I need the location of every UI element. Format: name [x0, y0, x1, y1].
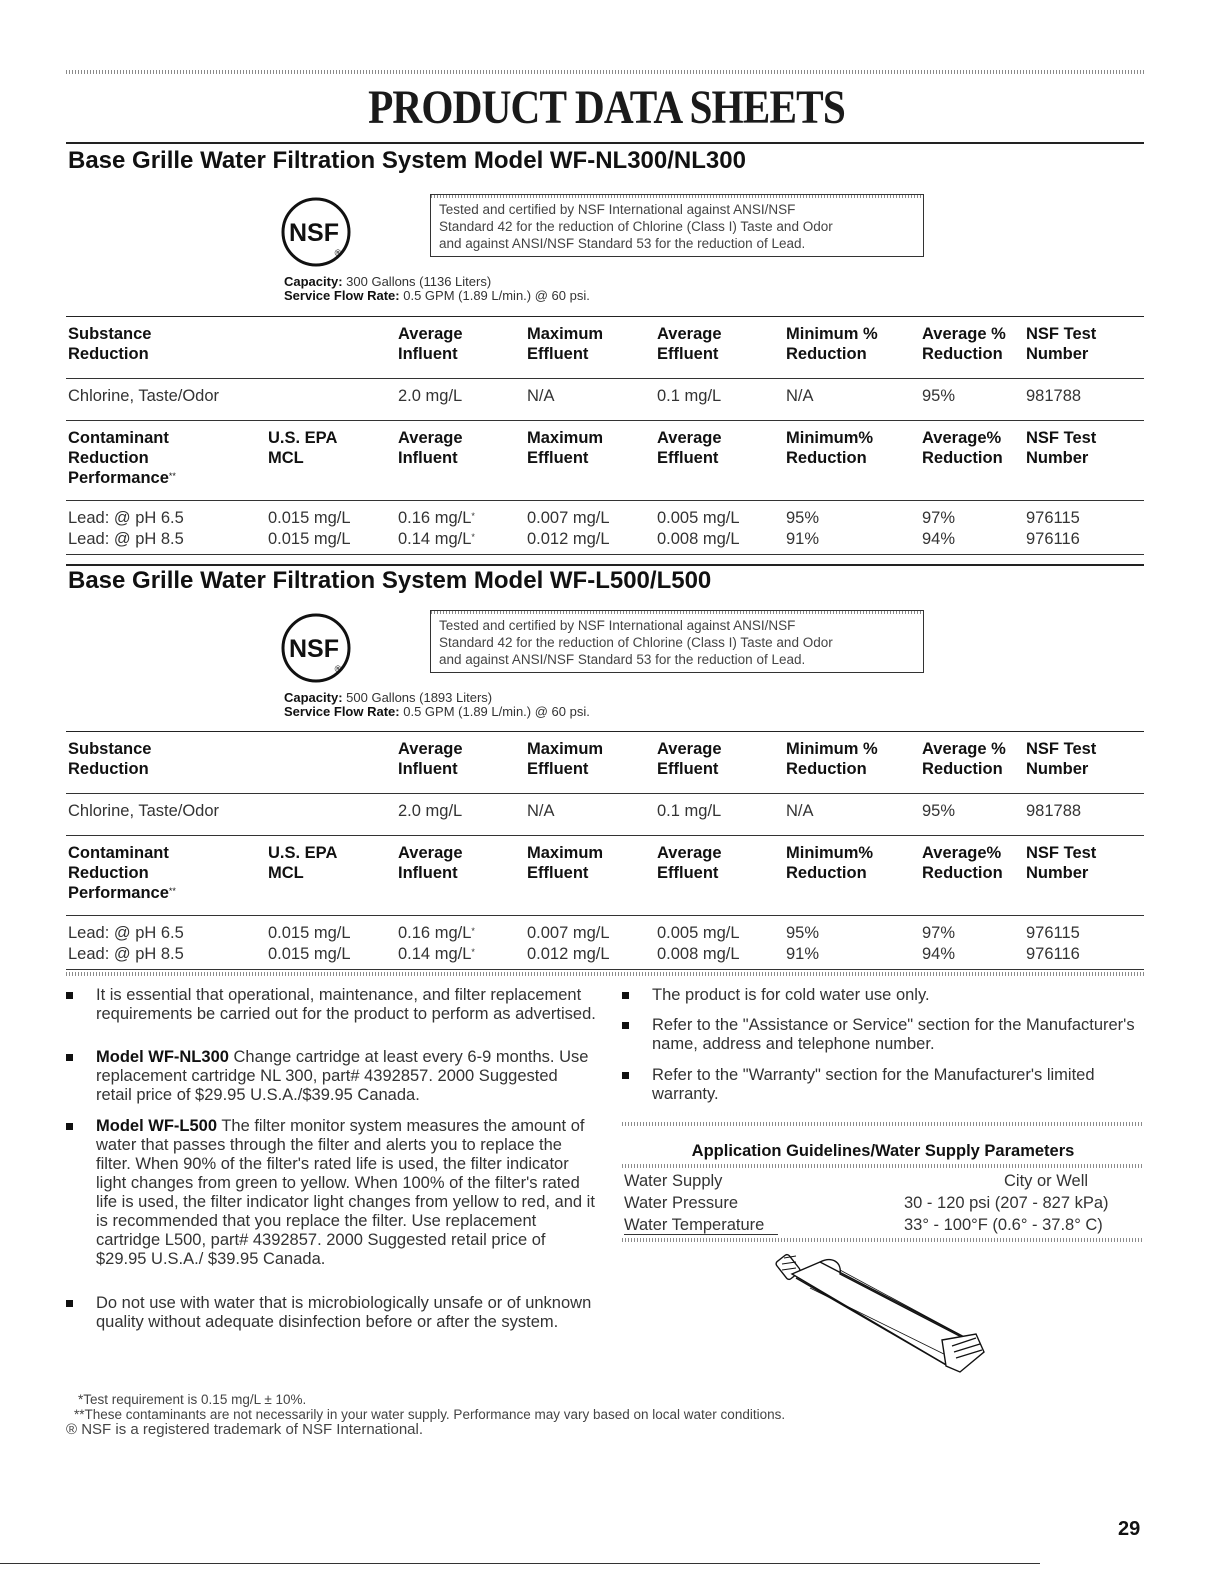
bullet-marker — [622, 1072, 629, 1079]
flow-rate-label: Service Flow Rate: — [284, 704, 400, 719]
filter-cartridge-icon — [770, 1248, 990, 1378]
section-1-table-top-rule — [66, 316, 1144, 317]
section-1-top-rule — [66, 142, 1144, 144]
substance-cell: N/A — [786, 802, 814, 820]
bullet-text — [96, 1048, 596, 1105]
bullet-marker — [66, 1123, 73, 1130]
app-row-value: 30 - 120 psi (207 - 827 kPa) — [904, 1194, 1109, 1212]
table-divider — [66, 835, 1144, 836]
nsf-logo-icon — [280, 612, 352, 684]
bullet-text — [96, 1117, 596, 1269]
contaminant-cell: 94% — [922, 530, 956, 548]
bullet-body: Change cartridge at least every 6-9 months. Use replacement cartridge NL 300, part# 4392857. 2000 Suggested retail price of $29.95 U.S.A./$39.95 Canada. — [96, 1048, 589, 1104]
table-divider — [66, 915, 1144, 916]
substance-cell: 2.0 mg/L — [398, 387, 463, 405]
bottom-rule — [0, 1563, 1040, 1564]
bullet-bold-lead: Model WF-NL300 — [96, 1048, 229, 1066]
substance-header-cell: Maximum Effluent — [527, 325, 604, 363]
section-2-top-rule — [66, 564, 1144, 566]
table-divider — [66, 378, 1144, 379]
contaminant-cell: 0.16 mg/L* — [398, 924, 475, 942]
capacity-label: Capacity: — [284, 690, 343, 705]
contaminant-cell: 0.012 mg/L — [527, 530, 610, 548]
section-1-nsf-logo — [280, 196, 352, 273]
contaminant-header-cell: Average% Reduction — [922, 429, 1003, 467]
substance-cell: N/A — [527, 387, 555, 405]
contaminant-cell: 0.012 mg/L — [527, 945, 610, 963]
bullet-text: It is essential that operational, maintenance, and filter replacement requirements be carried out for the product to perform as advertised. — [96, 986, 596, 1023]
bullet-body: The filter monitor system measures the amount of water that passes through the filter and alerts you to replace the filter. When 90% of the filter's rated life is used, the filter indicator light changes from green to yellow. When 100% of the filter's rated life is used, the filter indicator light changes from yellow to red, and it is recommended that you replace the filter. Use replacement cartridge L500, part# 4392857. 2000 Suggested retail price of $29.95 U.S.A./ $39.95 Canada. — [96, 1117, 595, 1268]
contaminant-header-cell: Average Influent — [398, 429, 463, 467]
app-row-label: Water Supply — [624, 1172, 723, 1190]
cert-line: Tested and certified by NSF International against ANSI/NSF — [439, 202, 796, 217]
contaminant-header-cell: Average Influent — [398, 844, 463, 882]
substance-cell: 981788 — [1026, 802, 1082, 820]
contaminant-cell: 0.007 mg/L — [527, 924, 610, 942]
table-divider — [66, 793, 1144, 794]
contaminant-cell: 0.005 mg/L — [657, 509, 740, 527]
bullet-text: The product is for cold water use only. — [652, 986, 930, 1004]
svg-text:NSF: NSF — [289, 635, 339, 663]
application-guidelines-title: Application Guidelines/Water Supply Parameters — [691, 1142, 1075, 1160]
substance-header-cell: Average Effluent — [657, 325, 722, 363]
app-top-dotted-rule — [622, 1122, 1144, 1126]
substance-header-cell: Average Influent — [398, 740, 463, 778]
svg-text:®: ® — [334, 664, 342, 674]
section-1-capacity — [284, 275, 590, 303]
section-1-certification-box — [430, 194, 924, 257]
cert-line: Tested and certified by NSF International against ANSI/NSF — [439, 618, 796, 633]
substance-cell: N/A — [527, 802, 555, 820]
contaminant-cell: Lead: @ pH 8.5 — [68, 945, 184, 963]
substance-header-cell: NSF Test Number — [1026, 325, 1097, 363]
bullet-bold-lead: Model WF-L500 — [96, 1117, 218, 1135]
contaminant-cell: 0.005 mg/L — [657, 924, 740, 942]
contaminant-header-cell: Minimum% Reduction — [786, 429, 874, 467]
contaminant-cell: 0.007 mg/L — [527, 509, 610, 527]
substance-header-cell: Average Influent — [398, 325, 463, 363]
contaminant-cell: 976116 — [1026, 945, 1080, 963]
bullet-text: Refer to the "Warranty" section for the Manufacturer's limited warranty. — [652, 1066, 1095, 1103]
bullet-marker — [66, 992, 73, 999]
app-row-label: Water Pressure — [624, 1194, 739, 1212]
svg-text:NSF: NSF — [289, 219, 339, 247]
cert-line: Standard 42 for the reduction of Chlorine (Class I) Taste and Odor — [439, 219, 833, 234]
bullet-item — [622, 1066, 1144, 1104]
cert-line: and against ANSI/NSF Standard 53 for the reduction of Lead. — [439, 236, 806, 251]
bullets-top-dotted-rule — [66, 972, 1144, 976]
flow-rate-value: 0.5 GPM (1.89 L/min.) @ 60 psi. — [403, 288, 590, 303]
water-temp-underline — [624, 1234, 778, 1235]
substance-header-cell: Average Effluent — [657, 740, 722, 778]
substance-cell: 981788 — [1026, 387, 1082, 405]
contaminant-cell: 94% — [922, 945, 956, 963]
substance-cell: Chlorine, Taste/Odor — [68, 802, 220, 820]
substance-header-cell: Substance Reduction — [68, 740, 152, 778]
contaminant-cell: 976115 — [1026, 509, 1080, 527]
substance-cell: 0.1 mg/L — [657, 387, 722, 405]
page-number: 29 — [1118, 1518, 1141, 1540]
contaminant-cell: 0.008 mg/L — [657, 530, 740, 548]
bullet-marker — [622, 1022, 629, 1029]
section-1-heading: Base Grille Water Filtration System Model WF-NL300/NL300 — [68, 147, 746, 174]
substance-cell: 95% — [922, 387, 956, 405]
svg-text:®: ® — [334, 248, 342, 258]
contaminant-header-cell: Maximum Effluent — [527, 844, 604, 882]
contaminant-cell: 0.015 mg/L — [268, 509, 351, 527]
app-bottom-dotted-rule — [622, 1238, 1144, 1242]
table-divider — [66, 969, 1144, 970]
contaminant-cell: 0.16 mg/L* — [398, 509, 475, 527]
contaminant-cell: 95% — [786, 924, 820, 942]
contaminant-cell: 97% — [922, 509, 956, 527]
app-row-value: 33° - 100°F (0.6° - 37.8° C) — [904, 1216, 1103, 1234]
contaminant-cell: 976116 — [1026, 530, 1080, 548]
substance-header-cell: NSF Test Number — [1026, 740, 1097, 778]
contaminant-cell: 976115 — [1026, 924, 1080, 942]
substance-header-cell: Minimum % Reduction — [786, 740, 878, 778]
contaminant-header-cell: Contaminant Reduction Performance** — [68, 844, 176, 902]
flow-rate-value: 0.5 GPM (1.89 L/min.) @ 60 psi. — [403, 704, 590, 719]
app-title-dotted-rule — [622, 1164, 1144, 1168]
bullet-item — [66, 986, 596, 1024]
footnote-trademark: ® NSF is a registered trademark of NSF International. — [66, 1421, 424, 1438]
contaminant-header-cell: NSF Test Number — [1026, 429, 1097, 467]
flow-rate-label: Service Flow Rate: — [284, 288, 400, 303]
contaminant-cell: 97% — [922, 924, 956, 942]
nsf-logo-icon — [280, 196, 352, 268]
cert-box-dotted-top — [431, 611, 923, 614]
contaminant-cell: 0.015 mg/L — [268, 530, 351, 548]
contaminant-cell: 0.015 mg/L — [268, 945, 351, 963]
substance-header-cell: Minimum % Reduction — [786, 325, 878, 363]
section-2-nsf-logo — [280, 612, 352, 689]
bullet-item — [66, 1048, 596, 1105]
substance-cell: N/A — [786, 387, 814, 405]
filter-cartridge-illustration — [770, 1248, 990, 1378]
contaminant-header-cell: Average% Reduction — [922, 844, 1003, 882]
page-title: PRODUCT DATA SHEETS — [368, 81, 845, 134]
contaminant-cell: 0.015 mg/L — [268, 924, 351, 942]
contaminant-cell: Lead: @ pH 6.5 — [68, 509, 184, 527]
capacity-value: 300 Gallons (1136 Liters) — [346, 274, 492, 289]
contaminant-header-cell: Average Effluent — [657, 844, 722, 882]
section-2-heading: Base Grille Water Filtration System Model WF-L500/L500 — [68, 567, 712, 594]
contaminant-cell: 91% — [786, 945, 820, 963]
substance-header-cell: Maximum Effluent — [527, 740, 604, 778]
bullet-marker — [66, 1054, 73, 1061]
contaminant-header-cell: Minimum% Reduction — [786, 844, 874, 882]
contaminant-header-cell: U.S. EPA MCL — [268, 429, 338, 467]
table-divider — [66, 420, 1144, 421]
substance-cell: 95% — [922, 802, 956, 820]
substance-header-cell: Average % Reduction — [922, 740, 1006, 778]
app-row-label: Water Temperature — [624, 1216, 765, 1234]
bullet-item — [622, 986, 1144, 1005]
bullet-item — [622, 1016, 1144, 1054]
contaminant-cell: 91% — [786, 530, 820, 548]
contaminant-header-cell: Average Effluent — [657, 429, 722, 467]
contaminant-header-cell: U.S. EPA MCL — [268, 844, 338, 882]
table-divider — [66, 500, 1144, 501]
contaminant-cell: 0.008 mg/L — [657, 945, 740, 963]
app-row-value: City or Well — [1004, 1172, 1089, 1190]
bullet-item — [66, 1294, 596, 1332]
table-divider — [66, 554, 1144, 555]
bullet-text: Refer to the "Assistance or Service" section for the Manufacturer's name, address and telephone number. — [652, 1016, 1135, 1053]
contaminant-cell: Lead: @ pH 8.5 — [68, 530, 184, 548]
contaminant-header-cell: Maximum Effluent — [527, 429, 604, 467]
cert-line: Standard 42 for the reduction of Chlorine (Class I) Taste and Odor — [439, 635, 833, 650]
footnote-contaminants: **These contaminants are not necessarily in your water supply. Performance may vary based on local water conditions. — [74, 1407, 786, 1422]
cert-line: and against ANSI/NSF Standard 53 for the reduction of Lead. — [439, 652, 806, 667]
capacity-label: Capacity: — [284, 274, 343, 289]
substance-cell: 2.0 mg/L — [398, 802, 463, 820]
bullet-marker — [622, 992, 629, 999]
bullet-item — [66, 1117, 596, 1269]
contaminant-cell: 95% — [786, 509, 820, 527]
section-2-capacity — [284, 691, 590, 719]
bullet-text: Do not use with water that is microbiologically unsafe or of unknown quality without adequate disinfection before or after the system. — [96, 1294, 592, 1331]
section-2-certification-box — [430, 610, 924, 673]
contaminant-header-cell: NSF Test Number — [1026, 844, 1097, 882]
substance-cell: 0.1 mg/L — [657, 802, 722, 820]
cert-box-dotted-top — [431, 195, 923, 198]
substance-header-cell: Substance Reduction — [68, 325, 152, 363]
contaminant-header-cell: Contaminant Reduction Performance** — [68, 429, 176, 487]
substance-header-cell: Average % Reduction — [922, 325, 1006, 363]
bullet-marker — [66, 1300, 73, 1307]
contaminant-cell: Lead: @ pH 6.5 — [68, 924, 184, 942]
substance-cell: Chlorine, Taste/Odor — [68, 387, 220, 405]
section-2-table-top-rule — [66, 731, 1144, 732]
top-dotted-rule — [66, 70, 1144, 74]
contaminant-cell: 0.14 mg/L* — [398, 945, 475, 963]
footnote-test-requirement: *Test requirement is 0.15 mg/L ± 10%. — [78, 1392, 307, 1407]
capacity-value: 500 Gallons (1893 Liters) — [346, 690, 493, 705]
contaminant-cell: 0.14 mg/L* — [398, 530, 475, 548]
